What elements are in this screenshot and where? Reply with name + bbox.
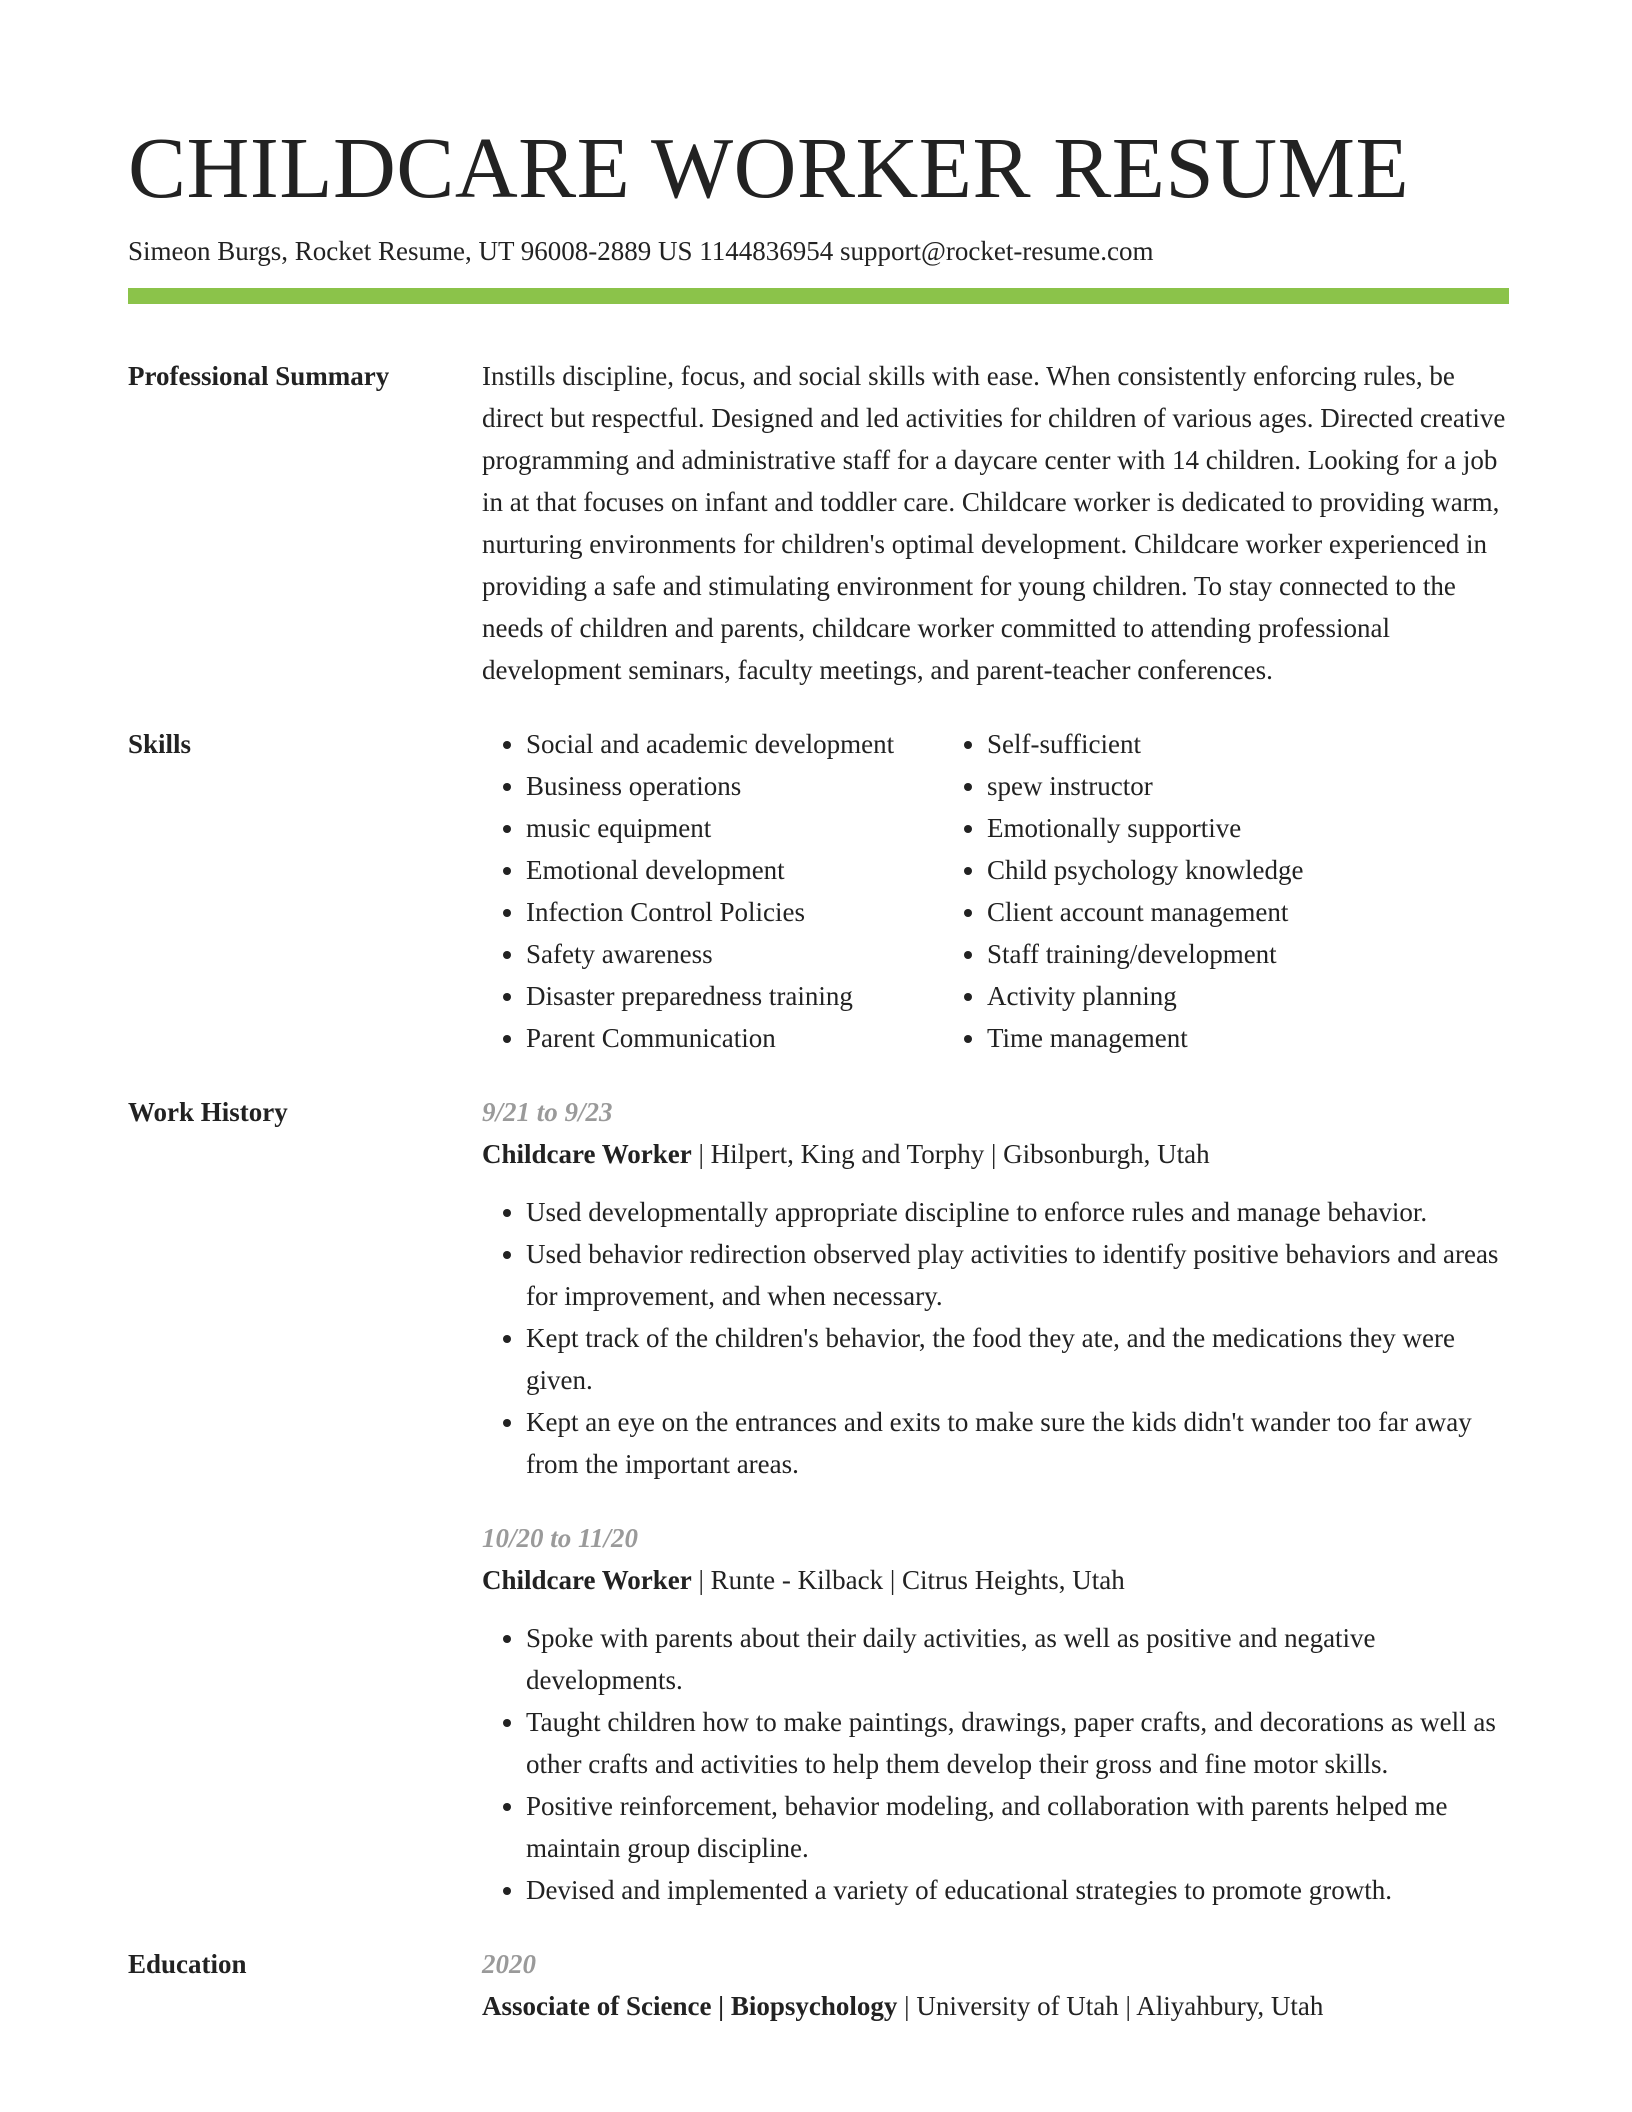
job-employer-location: | Runte - Kilback | Citrus Heights, Utah (691, 1565, 1125, 1595)
skill-item: • Emotional development (526, 849, 943, 891)
duty-item: • Kept an eye on the entrances and exits to make sure the kids didn't wander too far away from the important areas. (526, 1401, 1509, 1485)
duty-item: • Taught children how to make paintings, drawings, paper crafts, and decorations as well as other crafts and activities to help them develop their gross and fine motor skills. (526, 1701, 1509, 1785)
skill-item: • Child psychology knowledge (987, 849, 1509, 891)
skill-item: • Infection Control Policies (526, 891, 943, 933)
skill-item: • music equipment (526, 807, 943, 849)
skills-heading: Skills (128, 729, 192, 759)
skill-item: • Parent Communication (526, 1017, 943, 1059)
resume-page (128, 0, 1509, 2027)
duty-item: • Kept track of the children's behavior, the food they ate, and the medications they were given. (526, 1317, 1509, 1401)
skills-grid (482, 723, 1509, 1059)
education-heading: Education (128, 1949, 247, 1979)
skill-item: • Time management (987, 1017, 1509, 1059)
job-duties (482, 1191, 1509, 1485)
skills-section (128, 723, 1509, 1059)
job-dates: 9/21 to 9/23 (482, 1097, 613, 1127)
education-section (128, 1943, 1509, 2027)
education-body (482, 1943, 1509, 2027)
page-title: CHILDCARE WORKER RESUME (128, 119, 1410, 216)
skill-item: • Social and academic development (526, 723, 943, 765)
skill-item: • Activity planning (987, 975, 1509, 1017)
skill-item: • Emotionally supportive (987, 807, 1509, 849)
skill-item: • Business operations (526, 765, 943, 807)
contact-line: Simeon Burgs, Rocket Resume, UT 96008-2889 US 1144836954 support@rocket-resume.com (128, 236, 1154, 266)
skills-column-2 (943, 723, 1509, 1059)
duty-item: • Used developmentally appropriate discipline to enforce rules and manage behavior. (526, 1191, 1509, 1233)
skill-item: • Client account management (987, 891, 1509, 933)
job-title-line (482, 1133, 1509, 1175)
summary-text: Instills discipline, focus, and social skills with ease. When consistently enforcing rules, be direct but respectful. Designed and led activities for children of various ages. Directed creative programming and administrative staff for a daycare center with 14 children. Looking for a job in at that focuses on infant and toddler care. Childcare worker is dedicated to providing warm, nurturing environments for children's optimal development. Childcare worker experienced in providing a safe and stimulating environment for young children. To stay connected to the needs of children and parents, childcare worker committed to attending professional development seminars, faculty meetings, and parent-teacher conferences. (482, 361, 1506, 685)
education-school-location: | University of Utah | Aliyahbury, Utah (897, 1991, 1324, 2021)
work-history-body (482, 1091, 1509, 1911)
skill-item: • spew instructor (987, 765, 1509, 807)
job-employer-location: | Hilpert, King and Torphy | Gibsonburgh, Utah (691, 1139, 1210, 1169)
duty-item: • Used behavior redirection observed play activities to identify positive behaviors and areas for improvement, and when necessary. (526, 1233, 1509, 1317)
job-title: Childcare Worker (482, 1139, 692, 1169)
job-duties (482, 1617, 1509, 1911)
education-year: 2020 (482, 1949, 536, 1979)
education-degree: Associate of Science | Biopsychology (482, 1991, 898, 2021)
accent-divider (128, 288, 1509, 304)
skill-item: • Disaster preparedness training (526, 975, 943, 1017)
duty-item: • Positive reinforcement, behavior modeling, and collaboration with parents helped me maintain group discipline. (526, 1785, 1509, 1869)
duty-item: • Spoke with parents about their daily activities, as well as positive and negative developments. (526, 1617, 1509, 1701)
job-title-line (482, 1559, 1509, 1601)
summary-heading: Professional Summary (128, 361, 390, 391)
work-history-heading: Work History (128, 1097, 288, 1127)
skill-item: • Self-sufficient (987, 723, 1509, 765)
skill-item: • Staff training/development (987, 933, 1509, 975)
job-entry (482, 1091, 1509, 1485)
job-entry (482, 1517, 1509, 1911)
job-dates: 10/20 to 11/20 (482, 1523, 639, 1553)
education-line (482, 1985, 1509, 2027)
work-history-section (128, 1091, 1509, 1911)
duty-item: • Devised and implemented a variety of educational strategies to promote growth. (526, 1869, 1509, 1911)
job-title: Childcare Worker (482, 1565, 692, 1595)
skills-column-1 (482, 723, 943, 1059)
summary-section (128, 355, 1509, 691)
skill-item: • Safety awareness (526, 933, 943, 975)
